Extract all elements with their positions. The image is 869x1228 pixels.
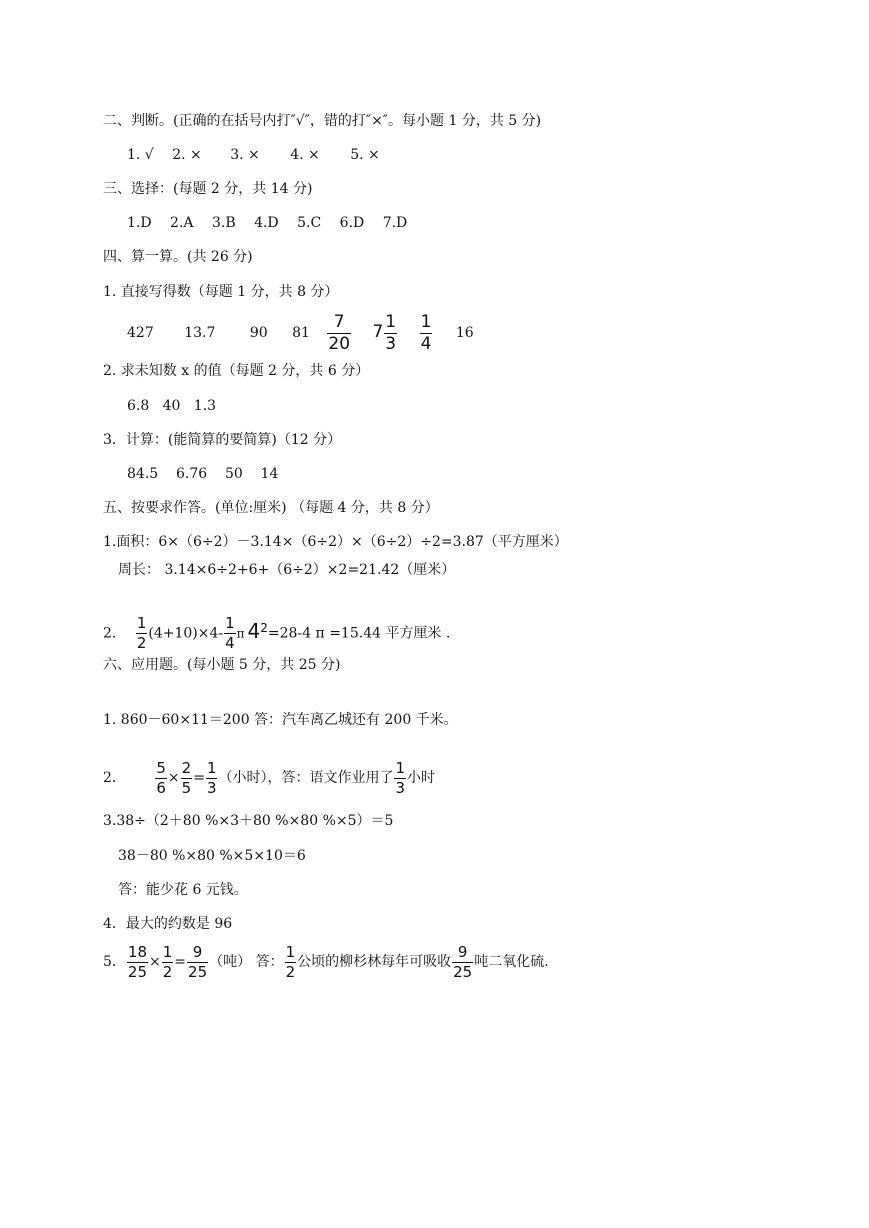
numerator: 9: [187, 945, 208, 963]
numerator: 1: [136, 614, 147, 633]
operator: ×: [167, 770, 180, 786]
s2-answer: 5. ×: [350, 147, 380, 163]
s2-answer: 4. ×: [290, 147, 320, 163]
answer-value: 81: [292, 325, 310, 341]
answer-value: 90: [249, 325, 268, 341]
fraction: [285, 942, 297, 981]
numerator: 2: [181, 758, 192, 777]
fraction: [206, 758, 218, 797]
s6-q5: [103, 940, 549, 984]
s6-q3-line1: 3.38÷（2＋80 %×3＋80 %×80 %×5）＝5: [103, 813, 394, 829]
answer-text: 吨二氧化硫.: [474, 954, 549, 970]
denominator: 5: [181, 778, 192, 797]
mixed-whole: 7: [372, 322, 384, 342]
s6-q3-answer: 答：能少花 6 元钱。: [118, 882, 248, 898]
s4-q1-answers: [127, 310, 474, 355]
fraction-answer: [384, 311, 397, 354]
s5-q1-perimeter: 周长： 3.14×6÷2+6+（6÷2）×2=21.42（厘米）: [118, 562, 456, 578]
denominator: 4: [225, 634, 235, 653]
answer-value: 427: [127, 325, 154, 341]
section-3-answers: [127, 214, 407, 232]
denominator: 3: [206, 778, 217, 797]
denominator: 2: [162, 962, 173, 981]
fraction: [224, 616, 236, 651]
fraction: [155, 758, 167, 797]
s4-q3-answers: 84.5 6.76 50 14: [127, 466, 279, 482]
s3-answer: 1.D: [127, 215, 152, 231]
answer-value: 16: [455, 325, 474, 341]
s4-q2-answers: 6.8 40 1.3: [127, 398, 217, 414]
s3-answer: 5.C: [297, 215, 322, 231]
answer-text: （吨） 答：: [209, 954, 284, 970]
s4-q2-title: 2. 求未知数 x 的值（每题 2 分，共 6 分）: [103, 363, 370, 379]
answer-text: （小时），答：语文作业用了: [218, 770, 394, 786]
answer-value: 13.7: [184, 325, 216, 341]
s2-answer: 2. ×: [172, 147, 202, 163]
operator: ×: [149, 954, 161, 970]
s3-answer: 7.D: [382, 215, 408, 231]
numerator: 1: [395, 758, 406, 777]
numerator: 1: [385, 311, 397, 332]
section-2-answers: [127, 146, 380, 164]
denominator: 25: [127, 962, 148, 981]
numerator: 1: [420, 311, 432, 332]
section-3-title: 三、选择：(每题 2 分，共 14 分): [103, 181, 313, 197]
s5-q2: [103, 606, 450, 656]
fraction-answer: [327, 311, 351, 354]
question-number: 2.: [103, 625, 117, 642]
pi-symbol: π: [236, 626, 245, 641]
denominator: 6: [156, 778, 166, 797]
answer-text: 公顷的柳杉林每年可吸收: [297, 954, 452, 970]
fraction: [162, 942, 174, 981]
denominator: 2: [136, 634, 147, 653]
denominator: 20: [328, 333, 351, 354]
fraction: [452, 942, 473, 981]
s3-answer: 2.A: [170, 215, 194, 231]
numerator: 18: [127, 942, 148, 961]
denominator: 25: [453, 962, 473, 981]
section-4-title: 四、算一算。(共 26 分): [103, 249, 253, 265]
section-5-title: 五、按要求作答。(单位:厘米) （每题 4 分，共 8 分）: [103, 500, 439, 516]
answer-text: 小时: [407, 770, 436, 786]
s6-q3-line2: 38－80 %×80 %×5×10＝6: [118, 848, 306, 864]
denominator: 3: [385, 333, 397, 354]
s2-answer: 1. √: [127, 147, 154, 163]
denominator: 4: [420, 333, 432, 354]
operator: =: [174, 954, 187, 970]
s4-q1-title: 1. 直接写得数（每题 1 分，共 8 分）: [103, 284, 339, 300]
power-base: 4: [247, 618, 261, 643]
denominator: 25: [188, 962, 208, 981]
numerator: 1: [162, 942, 173, 961]
section-6-title: 六、应用题。(每小题 5 分，共 25 分): [103, 657, 341, 673]
denominator: 3: [395, 778, 406, 797]
question-number: 5．: [103, 954, 126, 970]
s3-answer: 4.D: [254, 215, 279, 231]
fraction: [181, 758, 193, 797]
s4-q3-title: 3．计算：(能简算的要简算)（12 分）: [103, 432, 342, 448]
s3-answer: 3.B: [211, 215, 236, 231]
s6-q1: 1. 860－60×11＝200 答：汽车离乙城还有 200 千米。: [103, 712, 458, 728]
numerator: 9: [452, 945, 473, 963]
numerator: 1: [285, 942, 296, 961]
fraction: [187, 942, 208, 981]
expression-text: =28-4 π =15.44 平方厘米 .: [267, 625, 451, 642]
fraction: [394, 758, 406, 797]
numerator: 7: [327, 314, 351, 334]
numerator: 5: [156, 758, 166, 777]
s5-q1-area: 1.面积：6×（6÷2）－3.14×（6÷2）×（6÷2）÷2=3.87（平方厘米）: [103, 534, 568, 550]
fraction: [136, 616, 148, 651]
question-number: 2．: [103, 770, 126, 786]
numerator: 1: [225, 614, 235, 633]
denominator: 2: [285, 962, 296, 981]
exponent: 2: [260, 621, 268, 635]
s6-q2: [103, 756, 435, 800]
s3-answer: 6.D: [339, 215, 365, 231]
expression-text: (4+10)×4-: [148, 625, 224, 642]
s6-q4: 4．最大的约数是 96: [103, 916, 233, 932]
section-2-title: 二、判断。(正确的在括号内打″√″，错的打″×″。每小题 1 分，共 5 分): [103, 113, 542, 129]
fraction: [127, 942, 148, 981]
s2-answer: 3. ×: [230, 147, 260, 163]
numerator: 1: [206, 758, 217, 777]
operator: =: [193, 770, 205, 786]
fraction-answer: [420, 311, 433, 354]
